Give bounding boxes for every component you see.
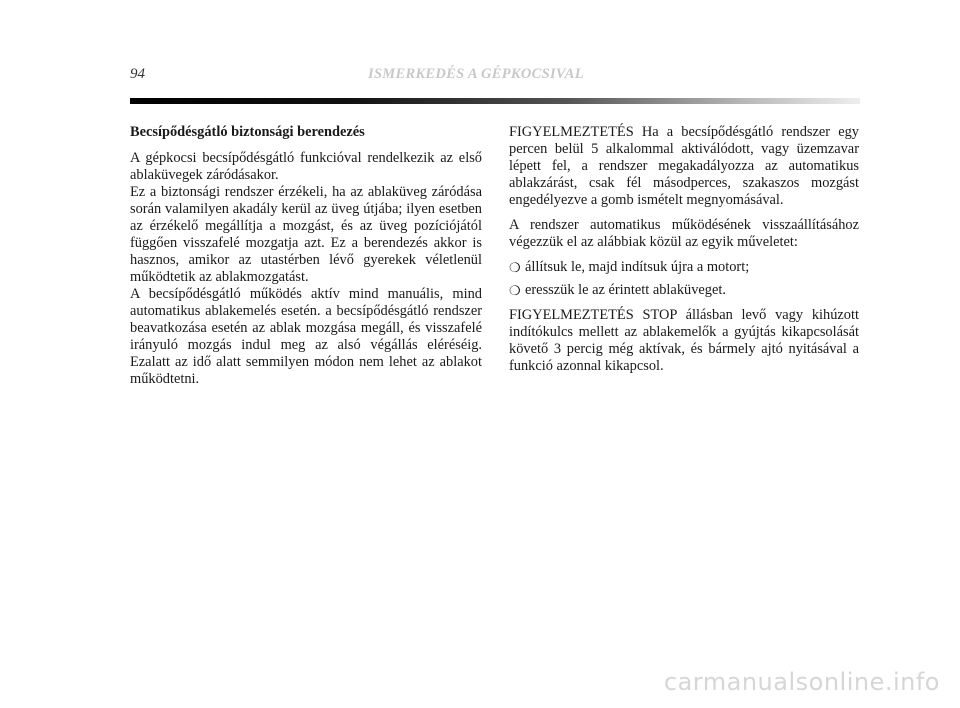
header-divider	[130, 98, 860, 104]
section-heading: Becsípődésgátló biztonsági berendezés	[130, 124, 365, 140]
warning-paragraph: FIGYELMEZTETÉS Ha a becsípődésgátló rendszer egy percen belül 5 alkalommal aktiválódott, vagy üzemzavar lépett fel, a rendszer megakadályozza az automatikus ablakzárást, csak fél másodperces, szakaszos mozgást engedélyezve a gomb ismételt megnyomásával.	[509, 124, 859, 208]
list-item-text: eresszük le az érintett ablaküveget.	[525, 282, 726, 298]
right-column	[509, 124, 859, 383]
page-header	[130, 66, 860, 88]
chapter-title: ISMERKEDÉS A GÉPKOCSIVAL	[368, 66, 584, 82]
body-paragraph: A rendszer automatikus működésének visszaállításához végezzük el az alábbiak közül az egyik műveletet:	[509, 217, 859, 250]
list-item-text: állítsuk le, majd indítsuk újra a motort;	[525, 259, 750, 275]
body-paragraph: A becsípődésgátló működés aktív mind manuális, mind automatikus ablakemelés esetén. a becsípődésgátló rendszer beavatkozása esetén az ablak mozgása megáll, és visszafelé irányuló mozgás indul meg az alsó végállás eléréséig. Ezalatt az idő alatt semmilyen módon nem lehet az ablakot működtetni.	[130, 286, 482, 387]
warning-paragraph: FIGYELMEZTETÉS STOP állásban levő vagy kihúzott indítókulcs mellett az ablakemelők a gyújtás kikapcsolását követő 3 percig még aktívak, és bármely ajtó nyitásával a funkció azonnal kikapcsol.	[509, 307, 859, 374]
circle-bullet-icon: ❍	[509, 283, 521, 298]
bullet-list	[509, 259, 859, 299]
left-column	[130, 124, 482, 388]
body-paragraph: Ez a biztonsági rendszer érzékeli, ha az ablaküveg záródása során valamilyen akadály kerül az üveg útjába; ilyen esetben az érzékelő megállítja a mozgást, és az üveg pozíciójától függően visszafelé mozgatja azt. Ez a berendezés akkor is hasznos, amikor az utastérben lévő gyerekek véletlenül működtetik az ablakmozgatást.	[130, 184, 482, 285]
circle-bullet-icon: ❍	[509, 260, 521, 275]
list-item	[509, 282, 859, 299]
watermark: carmanualsonline.info	[663, 668, 940, 696]
body-paragraph: A gépkocsi becsípődésgátló funkcióval rendelkezik az első ablaküvegek záródásakor.	[130, 150, 482, 183]
list-item	[509, 259, 859, 276]
page-number: 94	[130, 66, 145, 82]
